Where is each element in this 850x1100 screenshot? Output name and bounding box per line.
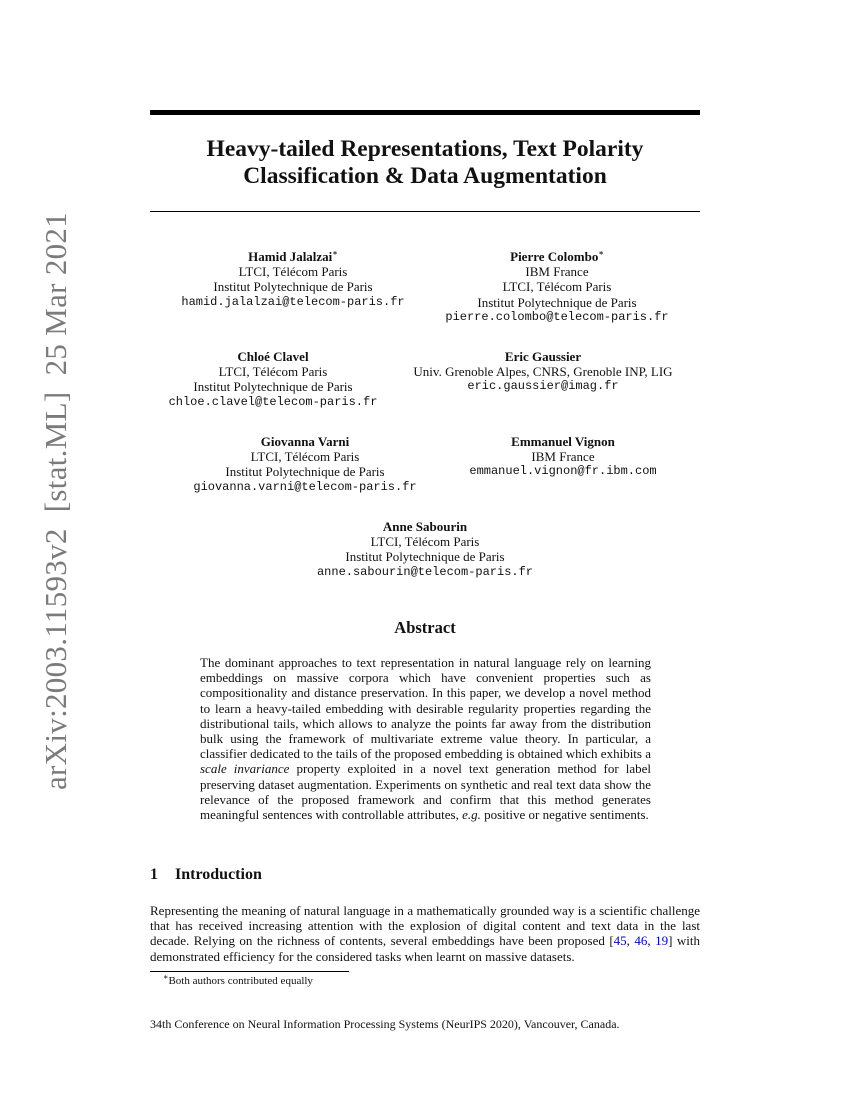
equal-contribution-mark: ∗ [332,248,338,258]
author-block [427,249,687,325]
author-name: Anne Sabourin [382,519,468,534]
abstract-heading: Abstract [394,618,456,637]
author-affiliation: LTCI, Télécom Paris [502,279,612,295]
footnote-rule [150,971,349,972]
citation-link[interactable]: 46 [634,933,648,949]
arxiv-id: arXiv:2003.11593v2 [38,528,73,790]
equal-contribution-mark: ∗ [598,248,604,258]
conference-note: 34th Conference on Neural Information Processing Systems (NeurIPS 2020), Vancouver, Canada. [150,1017,620,1031]
abstract-body: The dominant approaches to text representation in natural language rely on learning embeddings on massive corpora which have convenient properties such as compositionality and distance preservation. In this paper, we develop a novel method to learn a heavy-tailed embedding with desirable regularity properties regarding the distributional tails, which allows to analyze the points far away from the distribution bulk using the framework of multivariate extreme value theory. In particular, a classifier dedicated to the tails of the proposed embedding is obtained which exhibits a scale invariance property exploited in a novel text generation method for label preserving dataset augmentation. Experiments on synthetic and real text data show the relevance of the proposed framework and confirm that this method generates meaningful sentences with controllable attributes, e.g. positive or negative sentiments. [200,655,651,823]
section-heading [150,866,262,884]
author-block [175,434,435,495]
author-name: Chloé Clavel [237,349,309,364]
emphasis: scale invariance [200,761,290,777]
author-name: Hamid Jalalzai [248,249,333,264]
author-affiliation: Institut Polytechnique de Paris [193,379,353,395]
author-affiliation: LTCI, Télécom Paris [250,449,360,465]
author-name: Giovanna Varni [260,434,350,449]
author-block [295,519,555,580]
title-top-rule [150,110,700,115]
citation-link[interactable]: 19 [655,933,669,949]
author-email: chloe.clavel@telecom-paris.fr [168,394,378,409]
author-affiliation: IBM France [531,449,595,465]
author-affiliation: Institut Polytechnique de Paris [477,294,637,310]
author-block [393,349,693,395]
arxiv-category: [stat.ML] [38,391,73,513]
section-number: 1 [150,866,158,883]
author-affiliation: Univ. Grenoble Alpes, CNRS, Grenoble INP, LIG [413,364,673,380]
intro-paragraph: Representing the meaning of natural language in a mathematically grounded way is a scientific challenge that has received increasing attention with the explosion of digital content and text data in the last decade. Relying on the richness of contents, several embeddings have been proposed [45, 46, 19] with demonstrated efficiency for the considered tasks when learnt on massive datasets. [150,903,700,964]
footnote [163,972,313,987]
author-block [433,434,693,480]
citation-link[interactable]: 45 [613,933,627,949]
footnote-mark: ∗ [163,972,169,982]
title-line-1: Heavy-tailed Representations, Text Polarity [206,136,644,162]
author-name: Pierre Colombo [510,249,599,264]
author-name: Emmanuel Vignon [511,434,615,449]
author-affiliation: LTCI, Télécom Paris [218,364,328,380]
footnote-text: Both authors contributed equally [168,975,313,987]
author-email: hamid.jalalzai@telecom-paris.fr [181,294,405,309]
arxiv-date: 25 Mar 2021 [38,211,73,376]
author-email: eric.gaussier@imag.fr [467,379,619,394]
title-bottom-rule [150,211,700,212]
emphasis: e.g. [462,807,481,823]
author-email: emmanuel.vignon@fr.ibm.com [469,464,657,479]
author-email: giovanna.varni@telecom-paris.fr [193,479,417,494]
author-affiliation: Institut Polytechnique de Paris [225,464,385,480]
author-block [163,249,423,310]
title-line-2: Classification & Data Augmentation [243,163,607,189]
arxiv-stamp [38,212,74,790]
author-affiliation: IBM France [525,264,589,280]
author-name: Eric Gaussier [504,349,582,364]
section-title: Introduction [175,866,262,883]
author-affiliation: Institut Polytechnique de Paris [345,549,505,565]
paper-title [150,136,700,190]
author-email: pierre.colombo@telecom-paris.fr [445,309,669,324]
author-affiliation: LTCI, Télécom Paris [238,264,348,280]
author-affiliation: Institut Polytechnique de Paris [213,279,373,295]
author-email: anne.sabourin@telecom-paris.fr [316,564,534,579]
author-block [143,349,403,410]
author-affiliation: LTCI, Télécom Paris [370,534,480,550]
